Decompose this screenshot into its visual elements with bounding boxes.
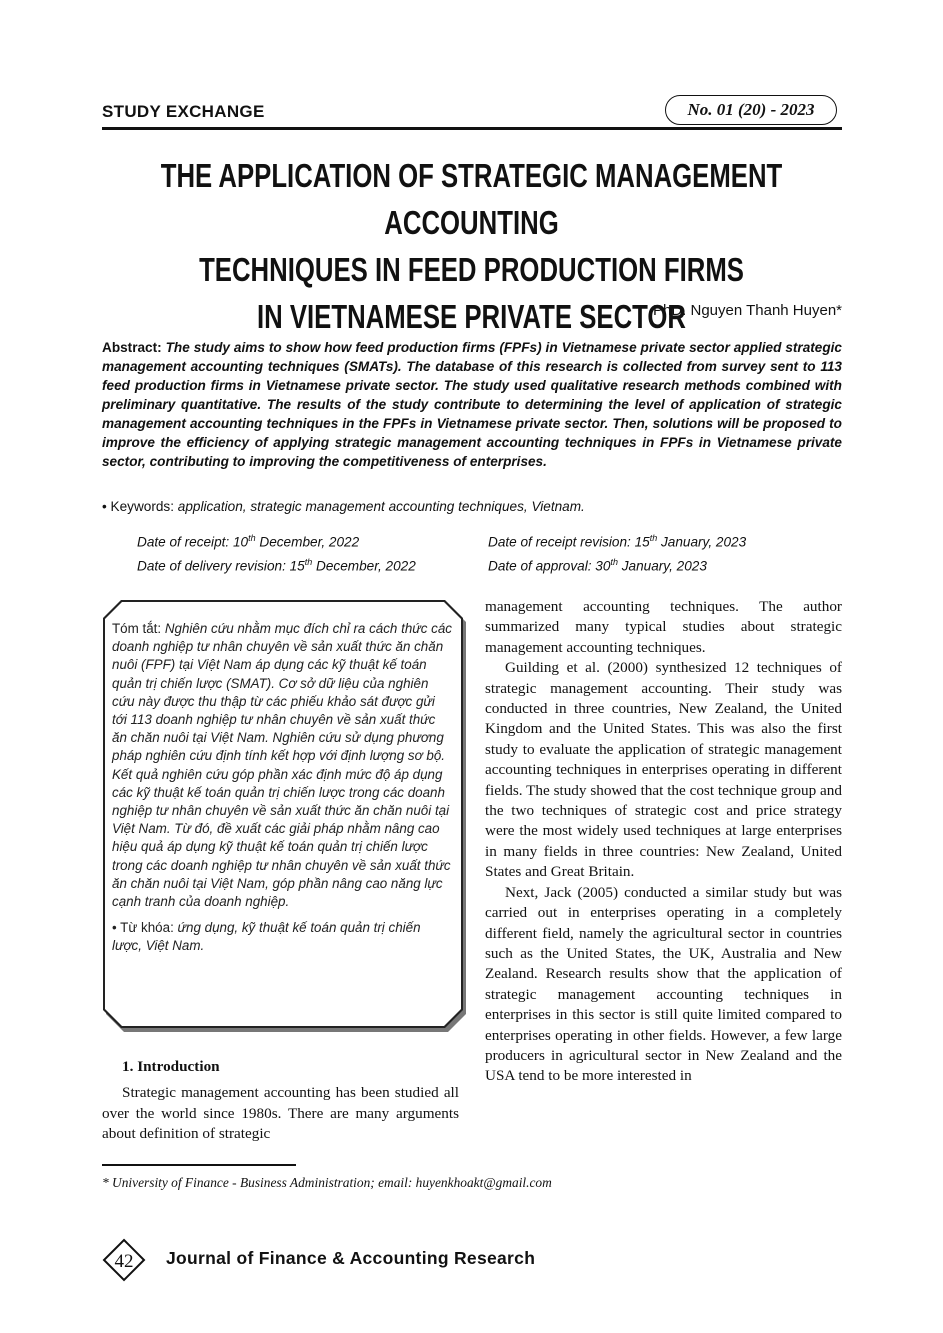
left-column bbox=[102, 1057, 459, 1145]
date-delivery-revision: Date of delivery revision: 15th December, 2022 bbox=[137, 557, 416, 574]
abstract bbox=[102, 338, 842, 471]
page-number: 42 bbox=[114, 1251, 134, 1272]
right-column bbox=[485, 597, 842, 1087]
header-rule bbox=[102, 127, 842, 130]
vietnamese-summary bbox=[112, 620, 452, 964]
paragraph: management accounting techniques. The author summarized many typical studies about strategic management accounting techniques. bbox=[485, 598, 842, 656]
abstract-label: Abstract: bbox=[102, 340, 162, 355]
keywords-label: • Keywords: bbox=[102, 499, 174, 514]
title-line: IN VIETNAMESE PRIVATE SECTOR bbox=[256, 298, 687, 335]
keywords bbox=[102, 499, 585, 514]
section-heading: 1. Introduction bbox=[122, 1058, 220, 1075]
date-receipt: Date of receipt: 10th December, 2022 bbox=[137, 533, 360, 550]
title-line: TECHNIQUES IN FEED PRODUCTION FIRMS bbox=[199, 251, 744, 288]
diamond-icon bbox=[102, 1238, 146, 1282]
section-label: STUDY EXCHANGE bbox=[102, 102, 265, 121]
summary-keywords-label: • Từ khóa: bbox=[112, 920, 174, 936]
abstract-text: The study aims to show how feed production firms (FPFs) in Vietnamese private sector applied strategic management accounting techniques (SMATs). The database of this research is collected from survey sent to 113 feed production firms in Vietnamese private sector. The study used qualitative research methods combined with preliminary quantitative. The results of the study contribute to determining the level of application of strategic management accounting techniques in the FPFs in Vietnamese private sector. Then, solutions will be proposed to improve the efficiency of applying strategic management accounting techniques in FPFs in Vietnamese private sector, contributing to improving the competitiveness of enterprises. bbox=[102, 340, 842, 469]
paragraph: Next, Jack (2005) conducted a similar study but was carried out in enterprises operating in a completely different field, namely the agricultural sector in countries such as the United States, the UK, Australia and New Zealand. Research results show that the application of strategic management accounting techniques in enterprises in this sector is still quite limited compared to enterprises operating in other fields. However, a few large producers in agricultural sector in New Zealand and the USA tend to be more interested in bbox=[485, 883, 842, 1085]
summary-text: Nghiên cứu nhằm mục đích chỉ ra cách thức các doanh nghiệp tư nhân chuyên về sản xuất thức ăn chăn nuôi (FPF) tại Việt Nam áp dụng các kỹ thuật kế toán quản trị chiến lược (SMAT). Cơ sở dữ liệu của nghiên cứu này được thu thập từ các phiếu khảo sát được gửi tới 113 doanh nghiệp tư nhân chuyên về sản xuất thức ăn chăn nuôi tại Việt Nam. Nghiên cứu sử dụng phương pháp nghiên cứu định tính kết hợp với định lượng sơ bộ. Kết quả nghiên cứu góp phần xác định mức độ áp dụng các kỹ thuật kế toán quản trị chiến lược trong các doanh nghiệp tư nhân chuyên về sản xuất thức ăn chăn nuôi tại Việt Nam. Từ đó, đề xuất các giải pháp nhằm nâng cao hiệu quả áp dụng kỹ thuật kế toán quản trị chiến lược trong các doanh nghiệp tư nhân chuyên về sản xuất thức ăn chăn nuôi tại Việt Nam, góp phần nâng cao năng lực cạnh tranh của doanh nghiệp. bbox=[112, 621, 453, 910]
summary-keywords-text: ứng dụng, kỹ thuật kế toán quản trị chiến lược, Việt Nam. bbox=[112, 920, 421, 954]
journal-name: Journal of Finance & Accounting Research bbox=[166, 1248, 536, 1268]
date-approval: Date of approval: 30th January, 2023 bbox=[488, 557, 707, 574]
page-number-badge bbox=[102, 1238, 146, 1282]
issue-number: No. 01 (20) - 2023 bbox=[665, 95, 837, 125]
footnote-rule bbox=[102, 1164, 296, 1166]
author: PhD. Nguyen Thanh Huyen* bbox=[652, 302, 842, 319]
keywords-text: application, strategic management accounting techniques, Vietnam. bbox=[177, 499, 585, 514]
title-line: THE APPLICATION OF STRATEGIC MANAGEMENT ACCOUNTING bbox=[160, 157, 783, 241]
paragraph: Guilding et al. (2000) synthesized 12 techniques of strategic management accounting. Their study was conducted in three countries, New Zealand, the United Kingdom and the United States. This was also the first study to evaluate the application of strategic management accounting techniques in enterprises operating in different fields. The study showed that the cost technique group and the two techniques of strategic cost and price strategy were the most widely used techniques at large enterprises in many fields in three countries: New Zealand, United States and Great Britain. bbox=[485, 659, 842, 881]
paragraph: Strategic management accounting has been studied all over the world since 1980s. There are many arguments about definition of strategic bbox=[102, 1084, 459, 1143]
date-receipt-revision: Date of receipt revision: 15th January, 2023 bbox=[488, 533, 747, 550]
footnote: * University of Finance - Business Administration; email: huyenkhoakt@gmail.com bbox=[102, 1175, 552, 1190]
summary-label: Tóm tắt: bbox=[112, 621, 162, 636]
